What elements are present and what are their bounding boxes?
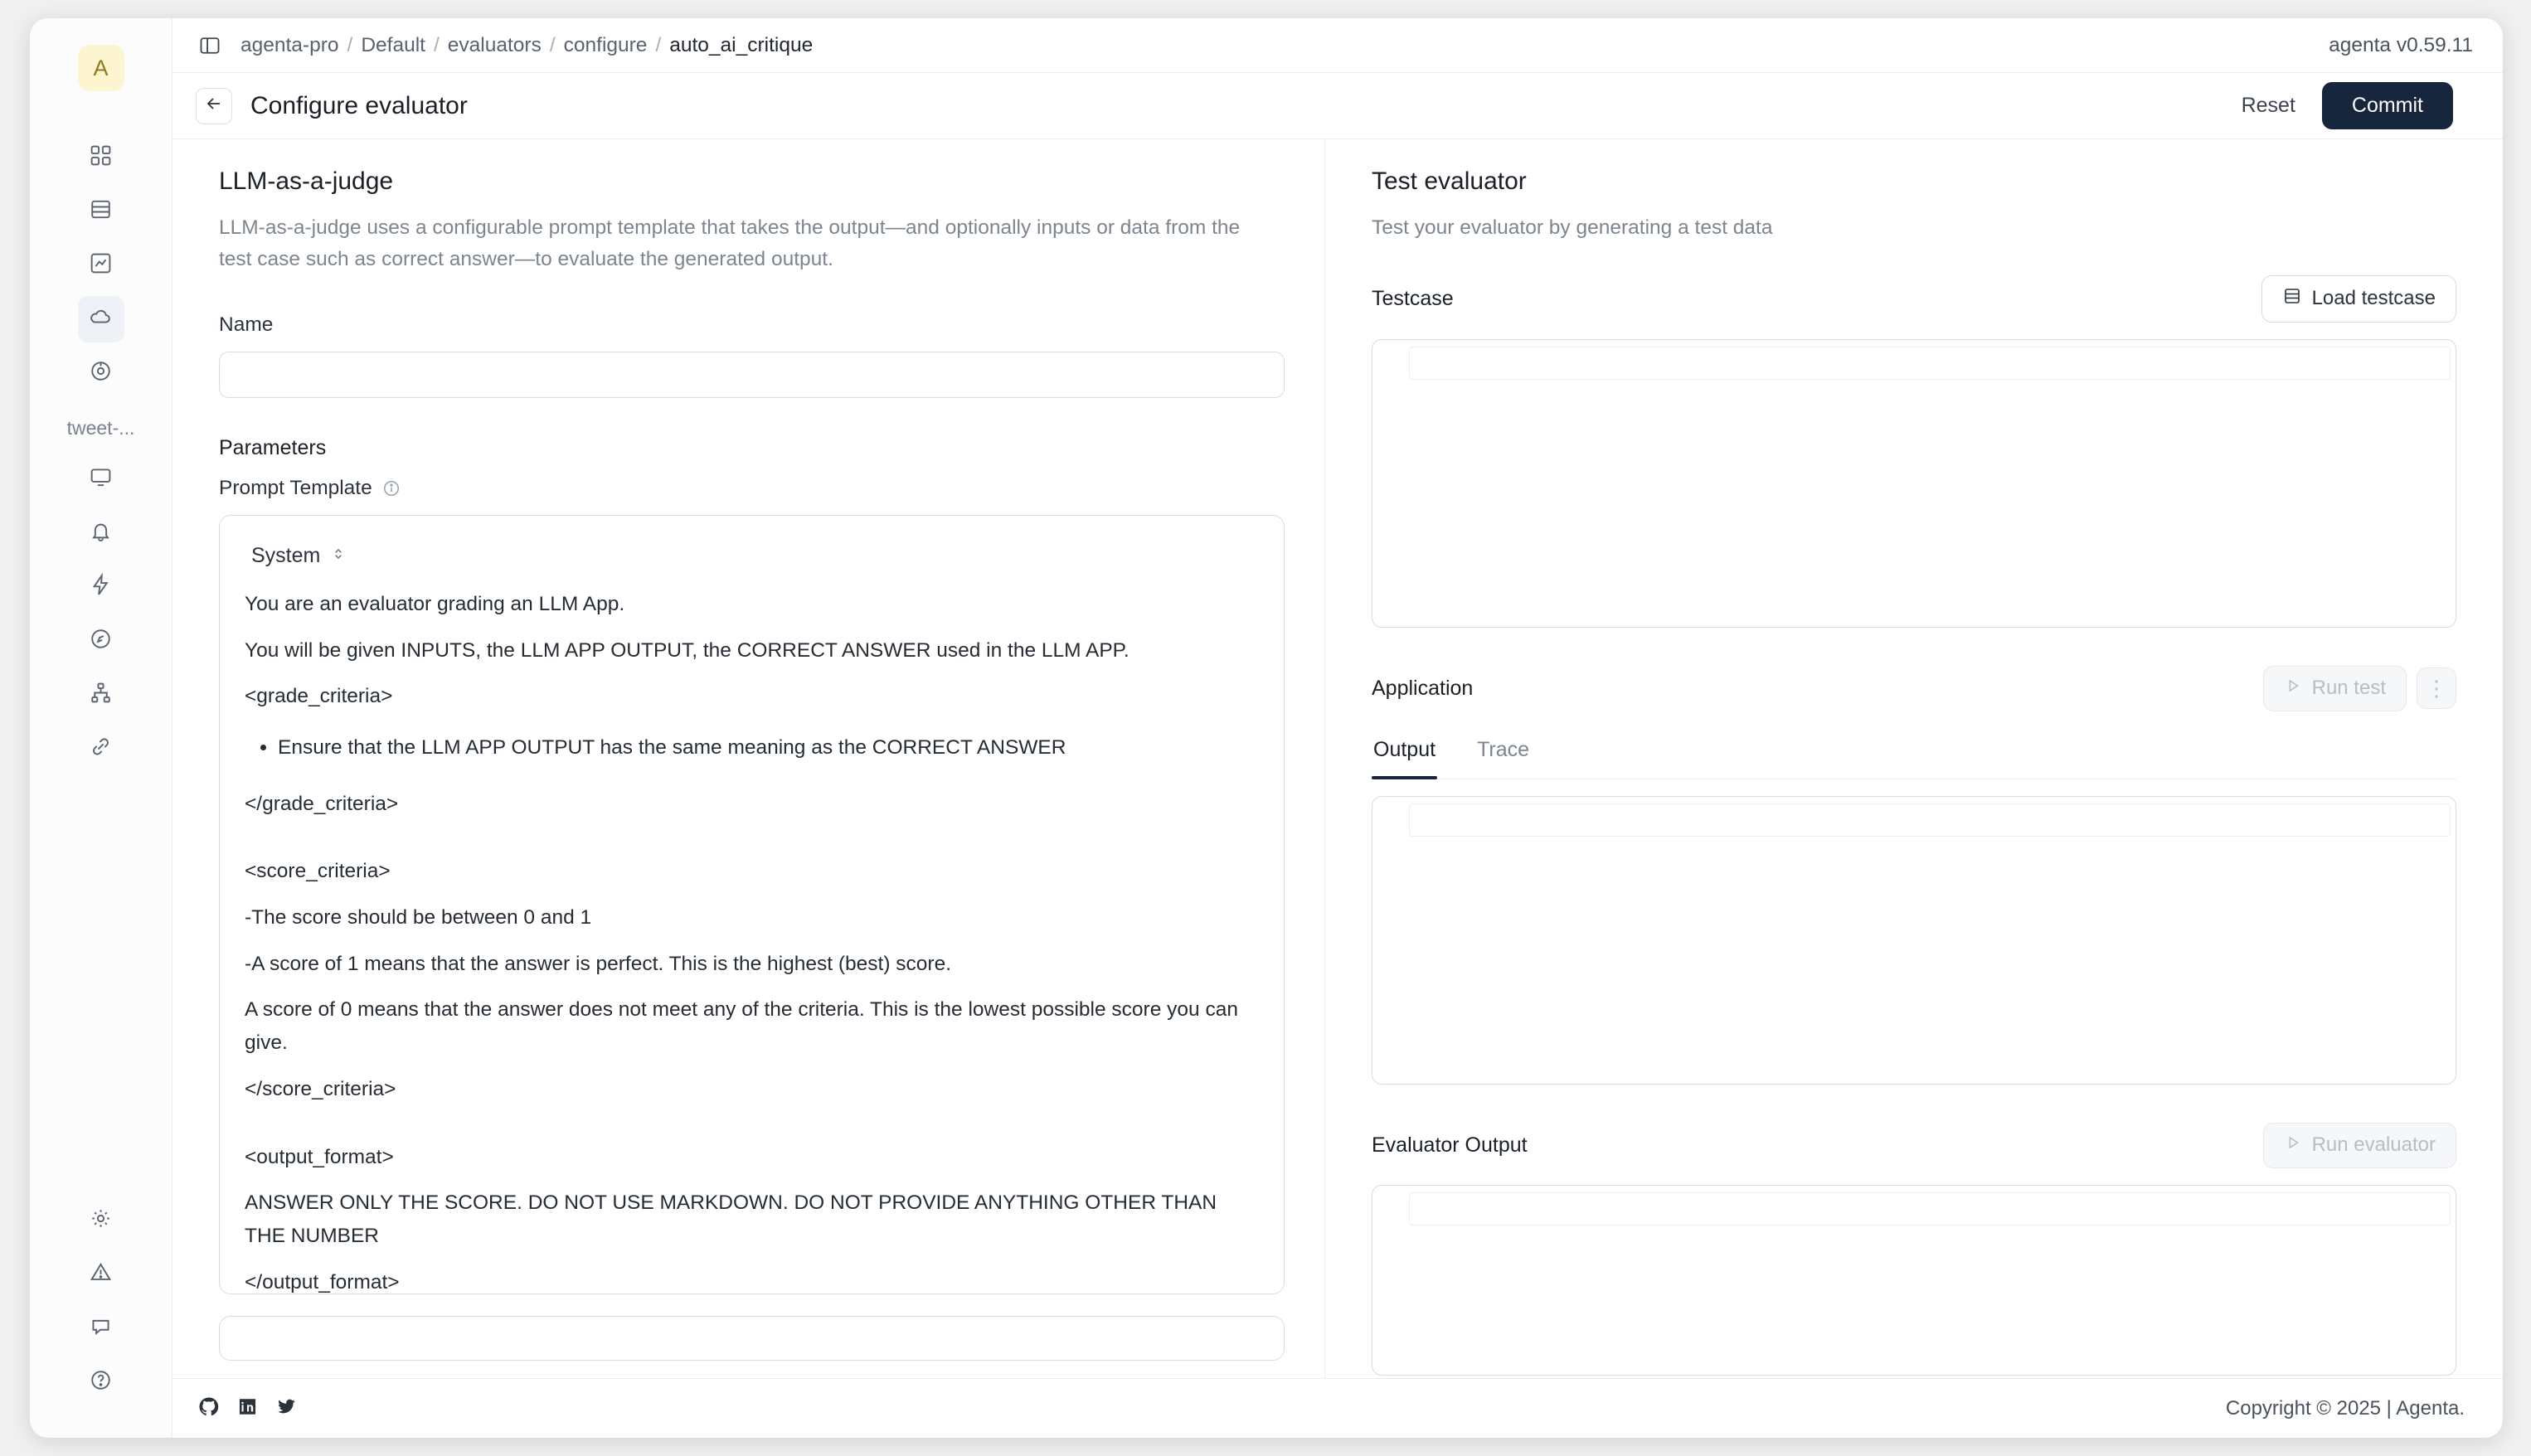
prompt-user-editor[interactable] bbox=[219, 1316, 1285, 1361]
back-button[interactable] bbox=[196, 88, 232, 124]
editor-input-line bbox=[1409, 803, 2451, 837]
compass-icon bbox=[89, 627, 113, 655]
breadcrumb-separator: / bbox=[655, 33, 662, 56]
sidebar-item-evaluators[interactable] bbox=[78, 296, 124, 342]
bell-icon bbox=[89, 519, 113, 547]
avatar-initial: A bbox=[93, 55, 109, 80]
prompt-template-label bbox=[219, 477, 1278, 500]
configure-pane bbox=[172, 139, 1325, 1378]
sidebar-item-links[interactable] bbox=[78, 726, 124, 772]
prompt-template-editor[interactable] bbox=[219, 515, 1285, 1294]
load-testcase-label: Load testcase bbox=[2311, 287, 2436, 310]
breadcrumb-separator: / bbox=[433, 33, 440, 56]
page-title: Configure evaluator bbox=[250, 91, 468, 119]
prompt-line: </output_format> bbox=[245, 1270, 400, 1293]
prompt-line: -The score should be between 0 and 1 bbox=[245, 906, 592, 929]
run-evaluator-button[interactable] bbox=[2263, 1123, 2456, 1168]
chat-bubble-icon bbox=[89, 1314, 113, 1342]
prompt-line: </grade_criteria> bbox=[245, 792, 399, 815]
cloud-icon bbox=[89, 305, 113, 333]
testcase-label: Testcase bbox=[1372, 286, 1454, 310]
run-evaluator-label: Run evaluator bbox=[2311, 1133, 2436, 1157]
footer bbox=[172, 1378, 2503, 1438]
question-circle-icon bbox=[89, 1368, 113, 1396]
load-testcase-button[interactable] bbox=[2261, 275, 2456, 323]
prompt-text bbox=[245, 588, 1259, 1294]
sidebar-item-workflows[interactable] bbox=[78, 672, 124, 718]
sidebar bbox=[30, 18, 172, 1438]
twitter-icon[interactable] bbox=[275, 1395, 298, 1422]
test-evaluator-pane bbox=[1325, 139, 2503, 1378]
role-label: System bbox=[251, 543, 321, 567]
chart-line-icon bbox=[89, 251, 113, 279]
sidebar-item-settings[interactable] bbox=[78, 1197, 124, 1244]
info-icon[interactable] bbox=[382, 479, 401, 497]
database-icon bbox=[2282, 286, 2302, 312]
test-evaluator-title: Test evaluator bbox=[1372, 167, 1527, 195]
panel-left-icon[interactable] bbox=[196, 32, 224, 60]
evaluator-output-editor[interactable] bbox=[1372, 1185, 2456, 1376]
sidebar-item-playground[interactable] bbox=[78, 564, 124, 610]
target-icon bbox=[89, 359, 113, 387]
gear-icon bbox=[89, 1206, 113, 1235]
parameters-label: Parameters bbox=[219, 435, 327, 459]
monitor-icon bbox=[89, 465, 113, 493]
name-label: Name bbox=[219, 313, 274, 336]
page-header bbox=[172, 73, 2503, 139]
breadcrumb-item-4[interactable]: auto_ai_critique bbox=[669, 33, 814, 56]
sidebar-item-apps[interactable] bbox=[78, 134, 124, 181]
prompt-line: <grade_criteria> bbox=[245, 685, 393, 708]
sidebar-item-evaluations[interactable] bbox=[78, 350, 124, 396]
bolt-icon bbox=[89, 573, 113, 601]
evaluator-title: LLM-as-a-judge bbox=[219, 167, 394, 195]
prompt-template-label-text: Prompt Template bbox=[219, 476, 372, 499]
evaluator-description: LLM-as-a-judge uses a configurable prompt template that takes the output—and optionally inputs or data from the test case such as correct answer—to evaluate the generated output. bbox=[219, 216, 1241, 270]
sidebar-item-help[interactable] bbox=[78, 1359, 124, 1405]
play-icon bbox=[2284, 677, 2302, 701]
sidebar-item-testsets[interactable] bbox=[78, 188, 124, 235]
copyright-label: Copyright © 2025 | Agenta. bbox=[2225, 1396, 2465, 1420]
prompt-line: You are an evaluator grading an LLM App. bbox=[245, 592, 625, 615]
application-header bbox=[1372, 666, 2456, 711]
breadcrumb-item-2[interactable]: evaluators bbox=[447, 33, 542, 56]
main-area bbox=[172, 18, 2503, 1438]
prompt-line: ANSWER ONLY THE SCORE. DO NOT USE MARKDOWN. DO NOT PROVIDE ANYTHING OTHER THAN THE NUMBER bbox=[245, 1191, 1217, 1247]
database-icon bbox=[89, 197, 113, 226]
name-input[interactable] bbox=[219, 352, 1285, 398]
sidebar-item-registry[interactable] bbox=[78, 618, 124, 664]
warning-triangle-icon bbox=[89, 1260, 113, 1289]
sidebar-item-alerts[interactable] bbox=[78, 510, 124, 556]
test-evaluator-description: Test your evaluator by generating a test data bbox=[1372, 216, 1773, 239]
testcase-editor[interactable] bbox=[1372, 339, 2456, 628]
tab-output[interactable]: Output bbox=[1372, 731, 1437, 779]
sidebar-item-support-chat[interactable] bbox=[78, 1305, 124, 1352]
application-actions bbox=[2263, 666, 2456, 711]
github-icon[interactable] bbox=[197, 1395, 220, 1422]
version-label: agenta v0.59.11 bbox=[2329, 33, 2473, 56]
avatar[interactable] bbox=[78, 45, 124, 91]
app-window bbox=[30, 18, 2503, 1438]
role-selector[interactable] bbox=[245, 537, 1259, 588]
social-links bbox=[197, 1395, 298, 1422]
breadcrumb-separator: / bbox=[549, 33, 556, 56]
run-test-label: Run test bbox=[2311, 677, 2386, 700]
prompt-line: A score of 0 means that the answer does not meet any of the criteria. This is the lowest possible score you can give. bbox=[245, 998, 1238, 1055]
prompt-bullet-list bbox=[245, 731, 1259, 764]
commit-button[interactable]: Commit bbox=[2322, 82, 2453, 129]
output-editor[interactable] bbox=[1372, 796, 2456, 1085]
prompt-line: You will be given INPUTS, the LLM APP OUTPUT, the CORRECT ANSWER used in the LLM APP. bbox=[245, 638, 1129, 662]
chevron-updown-icon bbox=[330, 544, 347, 568]
application-label: Application bbox=[1372, 676, 1474, 700]
more-vertical-icon[interactable]: ⋮ bbox=[2417, 667, 2456, 709]
testcase-header bbox=[1372, 275, 2456, 323]
linkedin-icon[interactable] bbox=[236, 1395, 259, 1422]
prompt-line: <output_format> bbox=[245, 1145, 394, 1168]
play-icon bbox=[2284, 1133, 2302, 1158]
prompt-bullet: • Ensure that the LLM APP OUTPUT has the same meaning as the CORRECT ANSWER bbox=[278, 731, 1259, 764]
evaluator-output-label: Evaluator Output bbox=[1372, 1133, 1528, 1157]
prompt-line: -A score of 1 means that the answer is perfect. This is the highest (best) score. bbox=[245, 952, 951, 975]
topbar bbox=[172, 18, 2503, 73]
sidebar-item-warnings[interactable] bbox=[78, 1251, 124, 1298]
sidebar-bottom bbox=[30, 1197, 172, 1413]
link-icon bbox=[89, 735, 113, 763]
content bbox=[172, 139, 2503, 1378]
evaluator-output-header bbox=[1372, 1123, 2456, 1168]
header-actions bbox=[2238, 82, 2453, 129]
editor-input-line bbox=[1409, 1192, 2451, 1225]
sidebar-item-deployment[interactable] bbox=[78, 456, 124, 502]
editor-input-line bbox=[1409, 347, 2451, 380]
prompt-line: </score_criteria> bbox=[245, 1077, 396, 1100]
arrow-left-icon bbox=[204, 94, 224, 118]
breadcrumb-separator: / bbox=[347, 33, 353, 56]
breadcrumb-item-3[interactable]: configure bbox=[563, 33, 648, 56]
reset-button[interactable]: Reset bbox=[2238, 87, 2299, 124]
run-test-button[interactable] bbox=[2263, 666, 2407, 711]
tab-trace[interactable]: Trace bbox=[1477, 737, 1530, 761]
prompt-line: <score_criteria> bbox=[245, 860, 391, 883]
sidebar-project-label: tweet-... bbox=[66, 417, 135, 439]
breadcrumb bbox=[240, 34, 813, 57]
sidebar-item-observability[interactable] bbox=[78, 242, 124, 289]
grid-icon bbox=[89, 143, 113, 172]
sitemap-icon bbox=[89, 681, 113, 709]
application-tabs bbox=[1372, 731, 2456, 779]
breadcrumb-item-1[interactable]: Default bbox=[361, 33, 425, 56]
breadcrumb-item-0[interactable]: agenta-pro bbox=[240, 33, 339, 56]
